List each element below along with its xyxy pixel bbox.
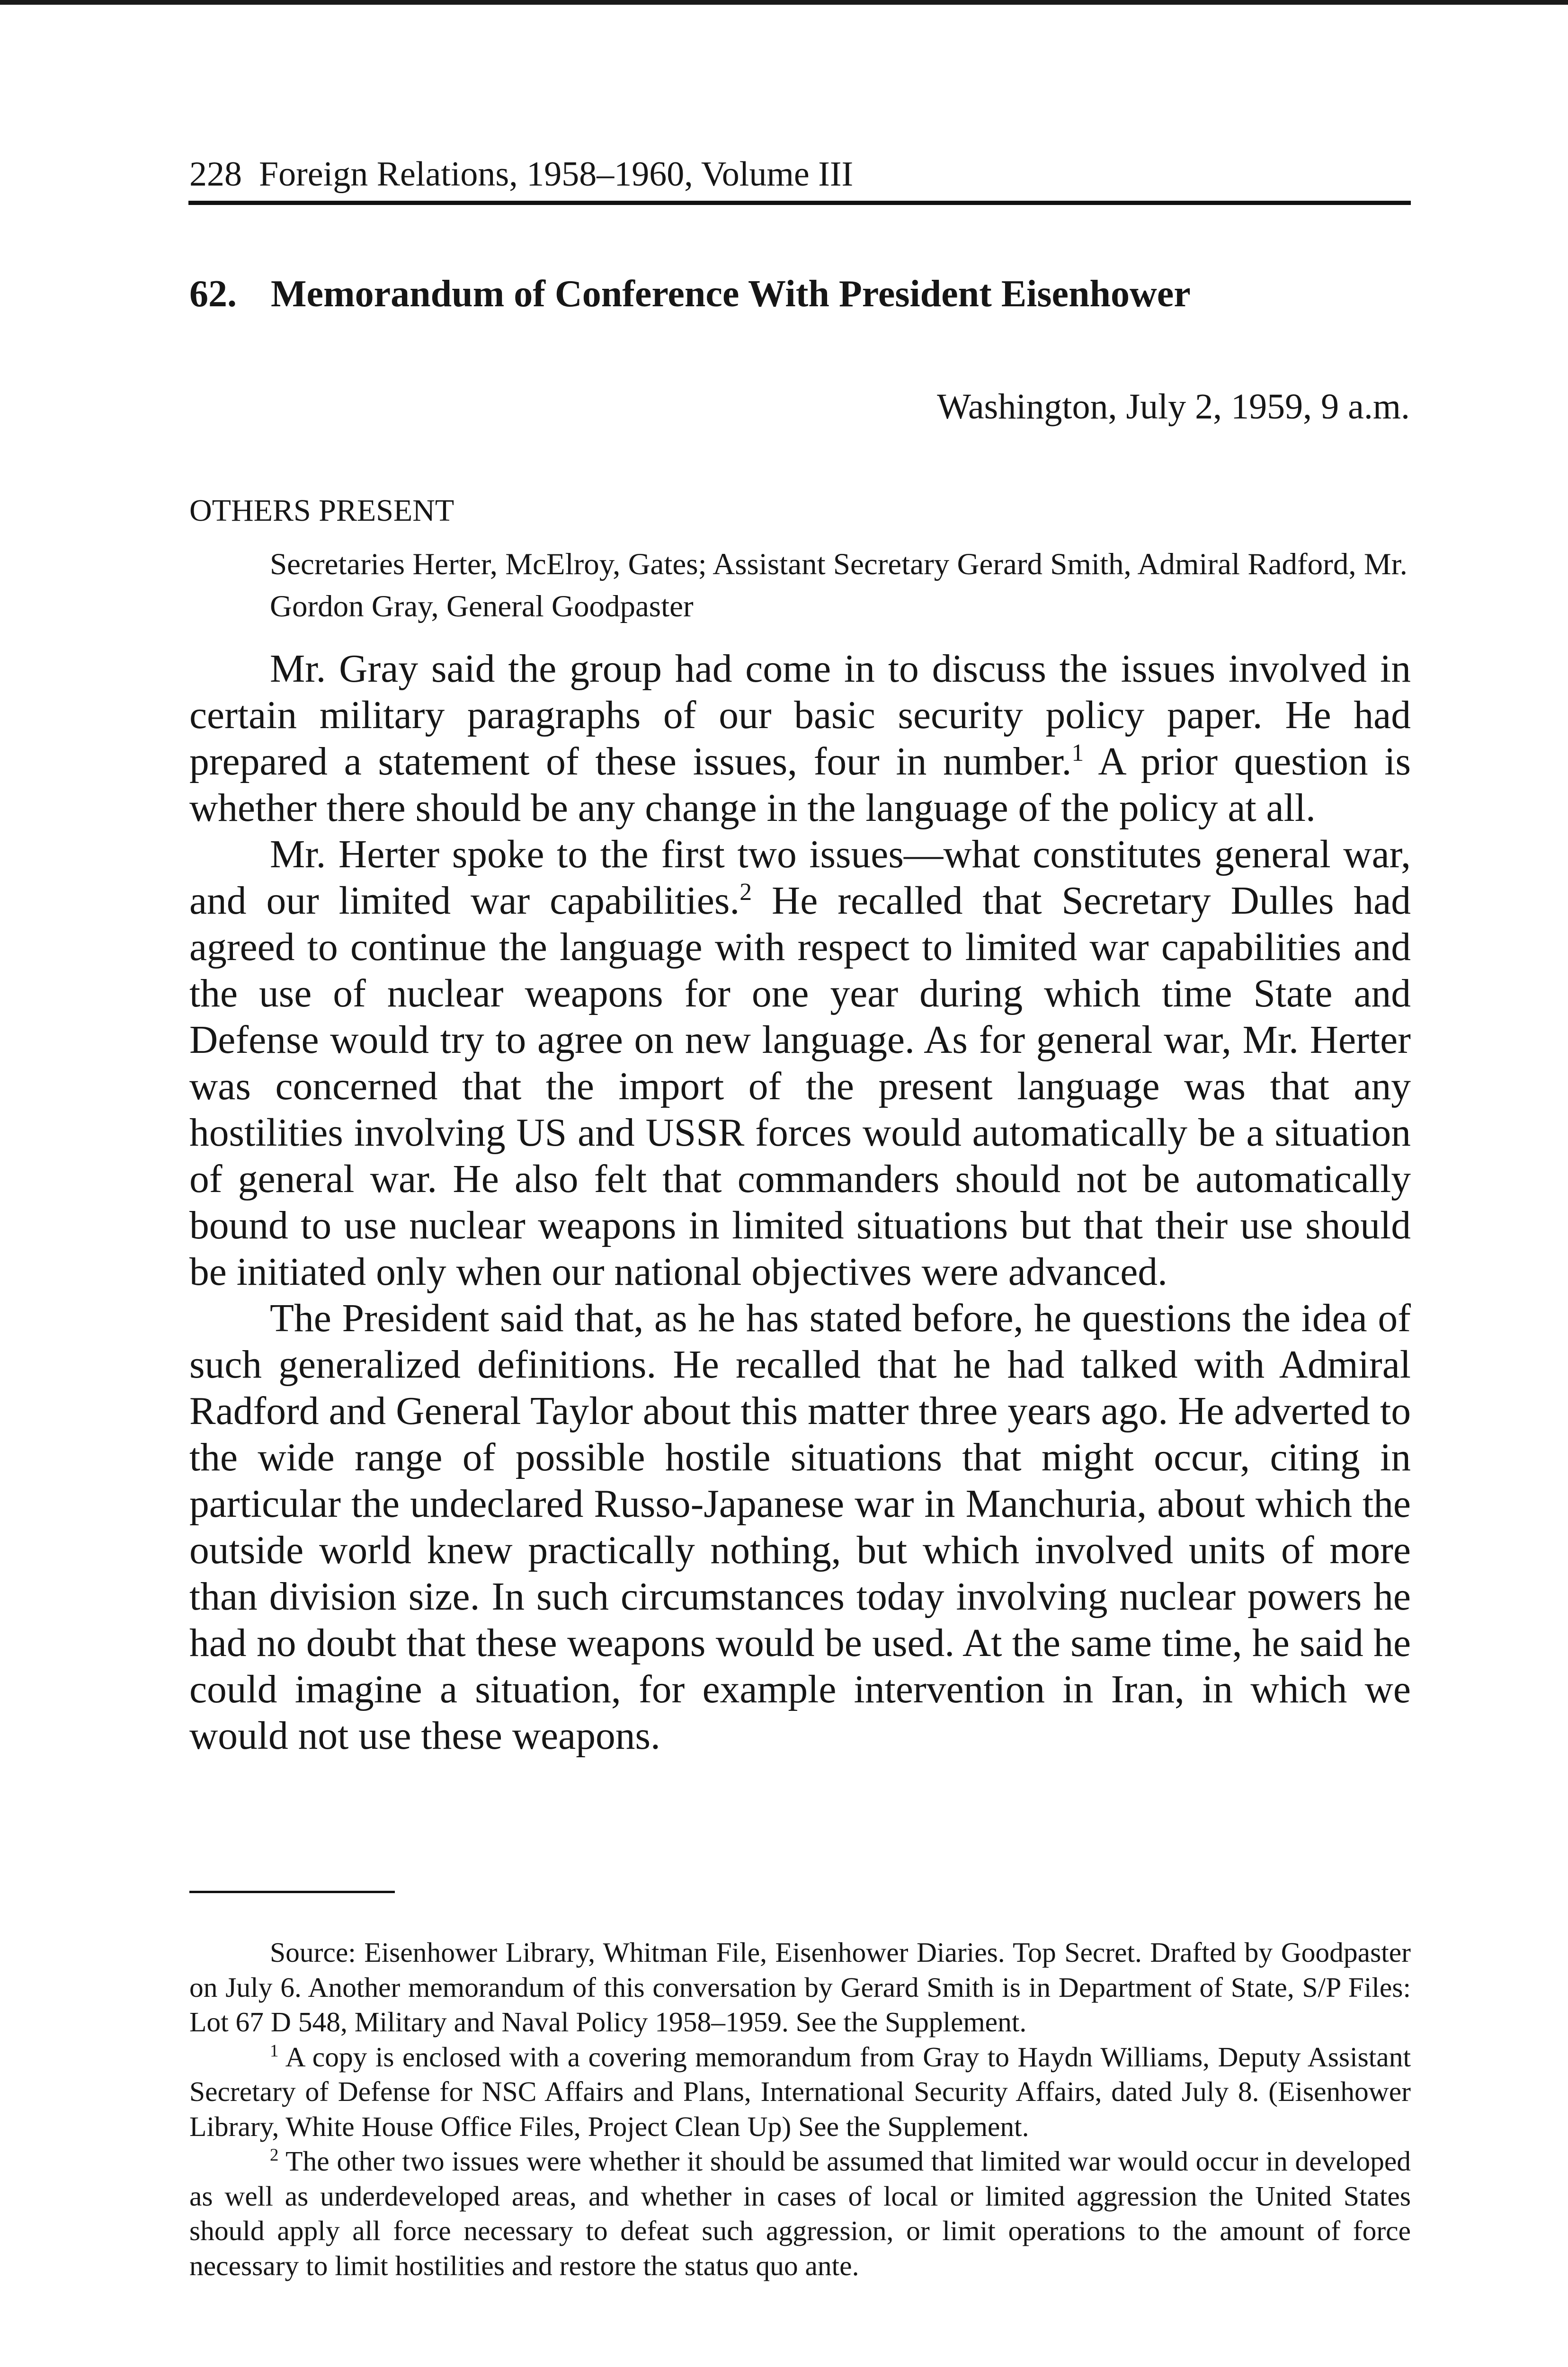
body-paragraph-2-text-b: He recalled that Secretary Dulles had agreed to continue the language with respect to limited war capabilities and the use of nuclear weapons for one year during which time State and Defense would try to agree on new language. As for general war, Mr. Herter was concerned that the import of the present language was that any hostilities involving US and USSR forces would automatically be a situation of general war. He also felt that commanders should not be automatically bound to use nuclear weapons in limited situations but that their use should be initiated only when our national objectives were advanced. [189,879,1411,1294]
header-rule [188,201,1411,205]
body-paragraph-1-text-b: A prior question is whether there should be any change in the language of the policy at all. [189,740,1411,830]
dateline: Washington, July 2, 1959, 9 a.m. [937,387,1410,427]
document-title: Memorandum of Conference With President Eisenhower [271,273,1191,315]
footnote-1 [189,2040,1411,2145]
page-number: 228 [189,155,242,194]
footnote-1-marker: 1 [270,2040,279,2060]
running-title: Foreign Relations, 1958–1960, Volume III [259,155,854,194]
others-present-names: Secretaries Herter, McElroy, Gates; Assistant Secretary Gerard Smith, Admiral Radford, Mr. Gordon Gray, General Goodpaster [270,547,1408,623]
footnote-2-marker: 2 [270,2145,279,2165]
page-top-edge [0,0,1568,5]
footnote-2 [189,2144,1411,2283]
body-paragraph-2-text-a: Mr. Herter spoke to the first two issues—what constitutes general war, and our limited war capabilities. [189,833,1411,923]
running-header [189,151,853,198]
body-paragraph-1-text-a: Mr. Gray said the group had come in to discuss the issues involved in certain military paragraphs of our basic security policy paper. He had prepared a statement of these issues, four in number. [189,647,1411,783]
body-paragraph-1 [189,646,1411,831]
memo-body [189,646,1411,1759]
document-heading [189,268,1191,320]
document-number: 62. [189,273,237,315]
footnote-ref-2: 2 [739,879,752,906]
body-paragraph-3: The President said that, as he has stated before, he questions the idea of such generalized definitions. He recalled that he had talked with Admiral Radford and General Taylor about this matter three years ago. He adverted to the wide range of possible hostile situations that might occur, citing in particular the undeclared Russo-Japanese war in Manchuria, about which the outside world knew practically nothing, but which involved units of more than division size. In such circumstances today involving nuclear powers he had no doubt that these weapons would be used. At the same time, he said he could imagine a situation, for example intervention in Iran, in which we would not use these weapons. [189,1297,1411,1758]
footnote-2-text: The other two issues were whether it should be assumed that limited war would occur in developed as well as underdeveloped areas, and whether in cases of local or limited aggression the United States should apply all force necessary to defeat such aggression, or limit operations to the amount of force necessary to limit hostilities and restore the status quo ante. [189,2145,1411,2281]
others-present-label: OTHERS PRESENT [189,493,454,528]
footnote-1-text: A copy is enclosed with a covering memorandum from Gray to Haydn Williams, Deputy Assistant Secretary of Defense for NSC Affairs and Plans, International Security Affairs, dated July 8. (Eisenhower Library, White House Office Files, Project Clean Up) See the Supplement. [189,2041,1411,2142]
footnote-rule [189,1891,395,1893]
footnotes [189,1935,1411,2283]
footnote-ref-1: 1 [1071,739,1084,767]
source-note: Source: Eisenhower Library, Whitman File, Eisenhower Diaries. Top Secret. Drafted by Goodpaster on July 6. Another memorandum of this conversation by Gerard Smith is in Department of State, S/P Files: Lot 67 D 548, Military and Naval Policy 1958–1959. See the Supplement. [189,1937,1411,2038]
body-paragraph-2 [189,831,1411,1295]
